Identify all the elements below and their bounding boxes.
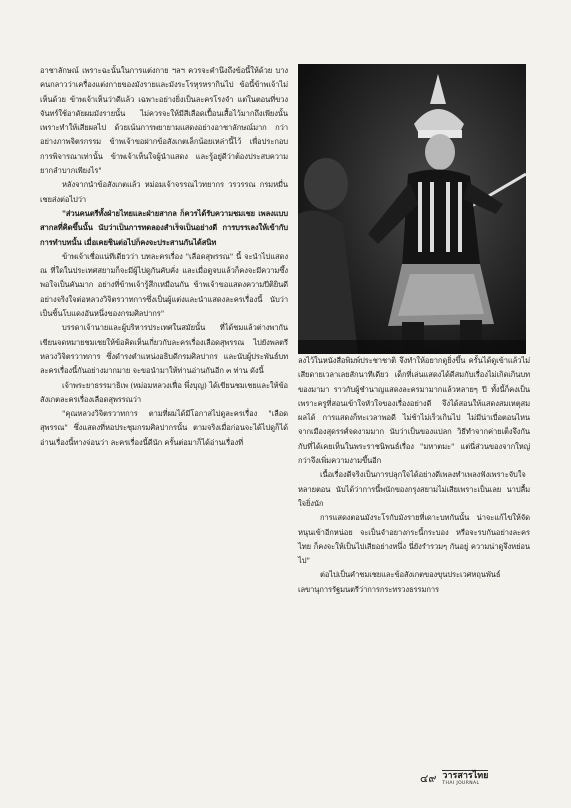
dancer-photo-illustration (298, 64, 526, 354)
page-footer (420, 770, 540, 786)
journal-logo-title: วารสารไทย (442, 771, 489, 781)
paragraph: ลงไว้ในหนังสือพิมพ์ประชาชาติ จึงทำให้อยากดูยิ่งขึ้น ครั้นได้ดูเข้าแล้วไม่เสียดายเวลาเลยสักนาทีเดียว เด็กที่เล่นแสดงได้ดีสมกับเรื่องไม่เกิดเกินบทของมามา ราวกับผู้ชำนาญแสดงละครมามากแล้วหลายๆ ปี ทั้งนี้ก็คงเป็นเพราะครูที่สอนเข้าใจหัวใจของเรื่องอย่างดี จึงได้สอนให้แสดงสมเหตุสมผลได้ การแสดงก็ทะเวลาพอดี ไม่ช้าไม่เร็วเกินไป ไม่มีน่าเบื่อตอนไหน จากเมืองสุดรรศ์จดงามมาก นับว่าเป็นของแปลก วิธีทำจากค่ายเต็งจึงกันกับที่ได้เคยเห็นในพระราชนิพนธ์เรื่อง "มหาตมะ" แต่นี่ส่วนของจากใหญ่กว่าจึงเพิ่มความงามขึ้นอีก (298, 356, 530, 466)
paragraph: ข้าพเจ้าเชื่อแน่ทีเดียวว่า บทละครเรื่อง "เลือดสุพรรณ" นี้ จะนำไปแสดง ณ ที่ใดในประเทศสยามก็จะมีผู้ไปดูกันคับคั่ง และเมื่อดูจบแล้วก็คงจะมีความซึ้งพอใจเป็นคันมาก อย่างที่ข้าพเจ้ารู้สึกเหมือนกัน ข้าพเจ้าขอแสดงความปีติยินดีอย่างจริงใจต่อหลวงวิจิตรวาทการซึ่งเป็นผู้แต่งและนำแสดงละครเรื่องนี้ นับว่าเป็นชิ้นโบแดงอันหนึ่งของกรมศิลปากร" (40, 251, 288, 319)
performance-photo (298, 64, 526, 354)
right-text-column (298, 354, 530, 597)
paragraph: เจ้าพระยาธรรมาธิเพ (หม่อมหลวงเฟื่อ พึ่งบุญ) ได้เขียนชมเชยและให้ข้อสังเกตละครเรื่องเลือดสุพรรณว่า (40, 380, 288, 404)
paragraph: "คุณหลวงวิจิตรวาทการ ตามที่ผมได้มีโอกาสไปดูละครเรื่อง "เลือดสุพรรณ" ซึ่งแสดงที่หอประชุมกรมศิลปากรนั้น ตามจริงเมื่อก่อนจะได้ไปดูก็ได้อ่านเรื่องนี้ทางจ่อนว่า ละครเรื่องนี้ดีนัก ครั้นต่อมาก็ได้อ่านเรื่องที่ (40, 409, 288, 447)
paragraph: การแสดงตอนมังระโรกับมังรายที่เดาะบทกันนั้น น่าจะแก้ไขให้จัดหนุนเข้าอีกหน่อย จะเป็นจำอยางกระนี้กระบอง หรือจะรบกันอย่างละครไทย ก็คงจะให้เป็นไปเสียอย่างหนึ่ง นี่ยังรำรวมๆ กันอยู่ ความน่าดูจึงหย่อนไป" (298, 513, 530, 566)
paragraph: "ส่วนคนตรีทั้งฝ่ายไทยและฝ่ายสากล ก็ควรได้รับความชมเชย เพลงแบบสากลที่คิดขึ้นนั้น นับว่าเป็นการทดลองสำเร็จเป็นอย่างดี การบรรเลงให้เข้ากับการทำบทนั้น เมื่อเคยชินต่อไปก็คงจะประสานกันได้สนิท (40, 208, 288, 247)
journal-logo (442, 770, 488, 786)
paragraph: บรรดาเจ้านายและผู้บริหารประเทศในสมัยนั้น ที่ได้ชมแล้วต่างพากันเขียนจดหมายชมเชยให้ข้อคิดเห็นเกี่ยวกับละครเรื่องเลือดสุพรรณ ไปยังพลตรีหลวงวิจิตรวาทการ ซึ่งดำรงตำแหน่งอธิบดีกรมศิลปากร และนับผู้ประพันธ์บทละครเรื่องนี้กันอย่างมากมาย จะขอนำมาให้ท่านอ่านกันอีก ๓ ท่าน ดังนี้ (40, 323, 288, 376)
paragraph: หลังจากนำข้อสังเกตแล้ว หม่อมเจ้าจรรณไวทยากร วรวรรณ กรมหมื่นเชยส่งต่อไปว่า (40, 180, 288, 204)
journal-logo-subtitle: THAI JOURNAL (442, 781, 480, 786)
page-number: ๔๙ (420, 772, 437, 785)
left-text-column (40, 64, 288, 450)
paragraph: ต่อไปเป็นคำชมเชยและข้อสังเกตของขุนประเวศหฤนพันธ์ เลขานุการรัฐมนตรีว่าการกระทรวงธรรมการ (298, 570, 501, 594)
paragraph: อาชาลักษณ์ เพราะฉะนั้นในการแต่งกาย ฯลฯ ควรจะคำนึงถึงข้อนี้ให้ด้วย บางคนกลาวว่าเครื่องแต่งกายของมังรายและมังระโรหุรหรากินไป ข้อนี้ข้าพเจ้าไม่เห็นด้วย ข้าพเจ้าเห็นว่าดีแล้ว เฉพาะอย่างยิ่งเป็นละครโรงจำ แต่ในตอนที่ขวงจันทร์ใช้อาดัยผมมังรายนั้น ไม่ควรจะให้มีสีเลือดเปื้อนเสื้อไว้มากถึงเพียงนั้น เพราะทำให้เสียผลไป ด้วยเน้นการพยายามแสดงอย่างอาชาลักษณ์มาก กว่าอย่างภาพจิตรกรรม ข้าพเจ้าขอฝากข้อสังเกตเล็กน้อยเหล่านี้ไว้ เพื่อประกอบการพิจารณาเท่านั้น ข้าพเจ้าเห็นใจผู้นำแสดง และรู้อยู่ดีว่าต้องประสบความยากลำบากเพียงไร" (40, 66, 288, 176)
paragraph: เนื้อเรื่องดีจริงเป็นการปลุกใจได้อย่างดีเพลงทำเพลงฟังเพราะจับใจหลายตอน นับได้ว่าการนี้พนักของกรุงสยามไม่เสียเพราะเป็นเลย นาปลื้มใจยิ่งนัก (298, 470, 530, 508)
